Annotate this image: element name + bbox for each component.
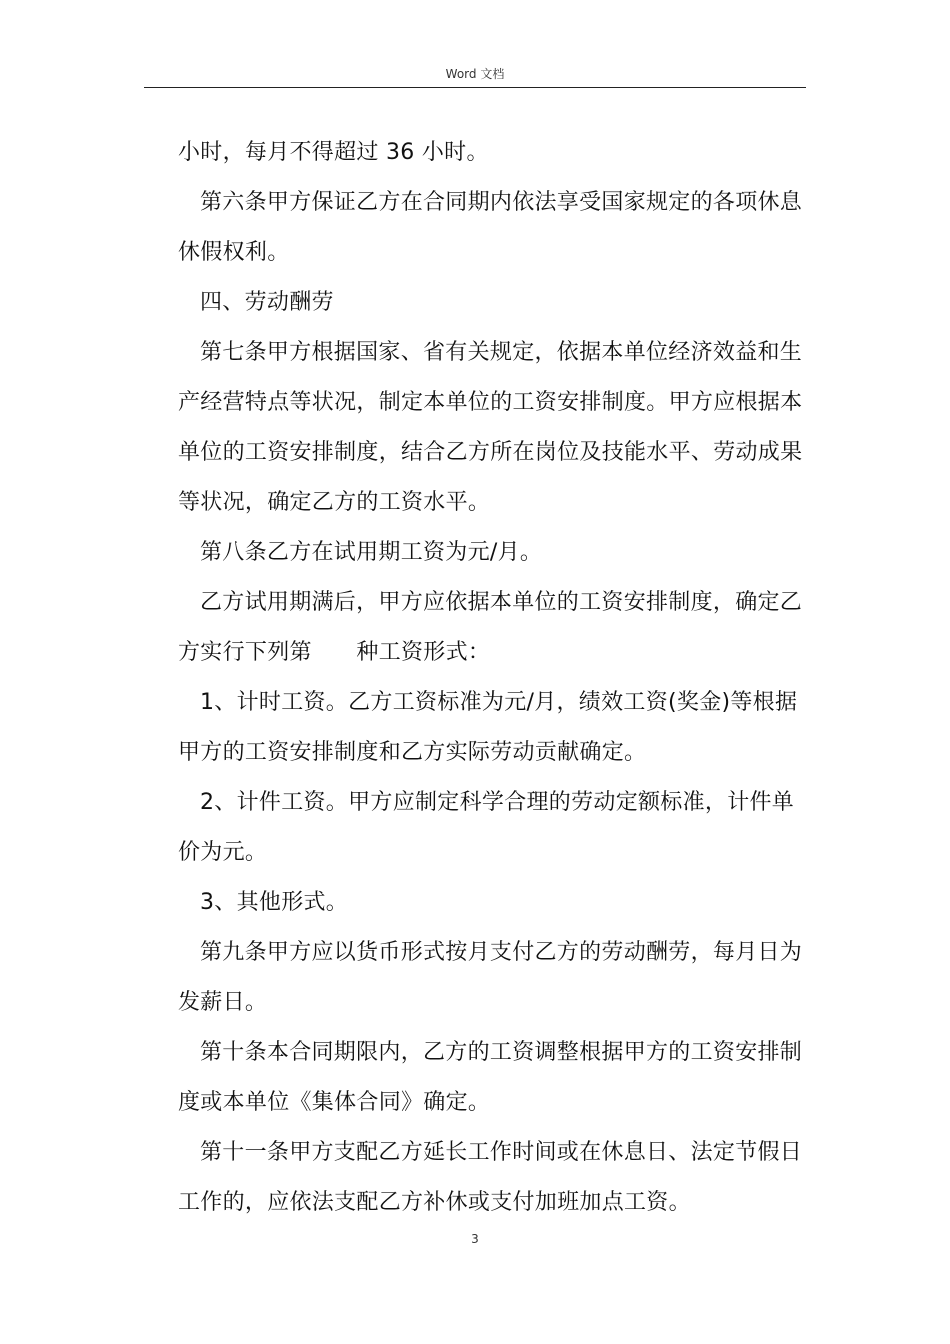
- text-line-content: 1、计时工资。乙方工资标准为元/月，绩效工资(奖金)等根据: [200, 690, 798, 715]
- text-line-content: 第九条甲方应以货币形式按月支付乙方的劳动酬劳，每月日为: [200, 940, 803, 965]
- page-header: Word 文档: [445, 67, 505, 81]
- text-line: [178, 428, 808, 478]
- text-line: [178, 1128, 808, 1178]
- text-line: [178, 678, 808, 728]
- text-line-content: 工作的，应依法支配乙方补休或支付加班加点工资。: [178, 1190, 691, 1215]
- text-line-content: 小时，每月不得超过 36 小时。: [178, 140, 489, 165]
- text-line: [178, 328, 808, 378]
- text-line: [178, 378, 808, 428]
- text-line-content: 第七条甲方根据国家、省有关规定，依据本单位经济效益和生: [200, 340, 803, 365]
- text-line: [178, 1078, 808, 1128]
- text-line-content: 方实行下列第 种工资形式：: [178, 640, 491, 665]
- text-line: [178, 128, 808, 178]
- text-line-content: 第十条本合同期限内，乙方的工资调整根据甲方的工资安排制: [200, 1040, 803, 1065]
- header-divider: [144, 87, 806, 88]
- text-line-content: 甲方的工资安排制度和乙方实际劳动贡献确定。: [178, 740, 647, 765]
- text-line-content: 发薪日。: [178, 990, 268, 1015]
- text-line-content: 第八条乙方在试用期工资为元/月。: [200, 540, 543, 565]
- text-line-content: 休假权利。: [178, 240, 290, 265]
- text-line-content: 2、计件工资。甲方应制定科学合理的劳动定额标准，计件单: [200, 790, 795, 815]
- text-line: [178, 628, 808, 678]
- text-line-content: 度或本单位《集体合同》确定。: [178, 1090, 491, 1115]
- text-line-content: 乙方试用期满后，甲方应依据本单位的工资安排制度，确定乙: [200, 590, 803, 615]
- text-line-content: 价为元。: [178, 840, 268, 865]
- text-line: [178, 478, 808, 528]
- text-line: [178, 828, 808, 878]
- text-line-content: 第六条甲方保证乙方在合同期内依法享受国家规定的各项休息: [200, 190, 803, 215]
- text-line: [178, 528, 808, 578]
- text-line: [178, 1028, 808, 1078]
- text-line: [178, 978, 808, 1028]
- text-line-content: 3、其他形式。: [200, 890, 349, 915]
- text-line-content: 单位的工资安排制度，结合乙方所在岗位及技能水平、劳动成果: [178, 440, 803, 465]
- text-line: [178, 1178, 808, 1228]
- text-line: [178, 178, 808, 228]
- text-line: [178, 728, 808, 778]
- text-line: [178, 278, 808, 328]
- text-line: [178, 878, 808, 928]
- text-line: [178, 778, 808, 828]
- text-line-content: 等状况，确定乙方的工资水平。: [178, 490, 491, 515]
- document-body: [178, 128, 808, 1228]
- text-line: [178, 578, 808, 628]
- text-line: [178, 928, 808, 978]
- page-number: 3: [471, 1232, 479, 1246]
- text-line-content: 第十一条甲方支配乙方延长工作时间或在休息日、法定节假日: [200, 1140, 803, 1165]
- text-line-content: 产经营特点等状况，制定本单位的工资安排制度。甲方应根据本: [178, 390, 803, 415]
- text-line: [178, 228, 808, 278]
- text-line-content: 四、劳动酬劳: [200, 290, 334, 315]
